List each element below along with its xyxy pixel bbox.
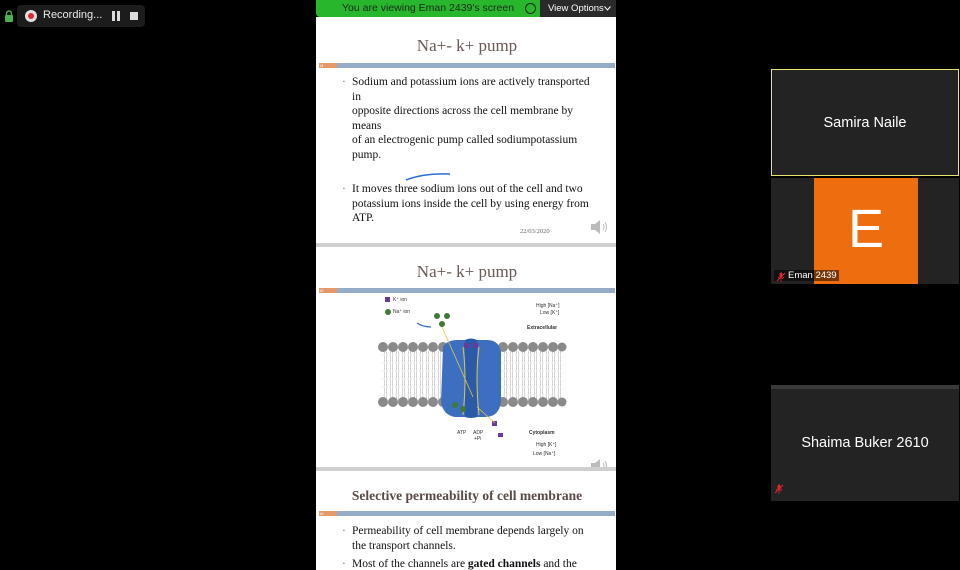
pause-recording-button[interactable] <box>112 11 121 21</box>
k-ion-legend: K⁺ ion <box>393 297 408 303</box>
cytoplasm-label: Cytoplasm <box>529 430 555 436</box>
title-strip: 14 <box>319 63 615 68</box>
participant-name-tag: Eman 2439 <box>774 270 839 281</box>
slide-title: Na+- k+ pump <box>416 262 518 281</box>
stop-recording-button[interactable] <box>130 12 138 20</box>
title-strip: 16 <box>319 511 615 516</box>
extracellular-label: Extracellular <box>527 325 558 331</box>
bullet-1: · Permeability of cell membrane depends largely on the transport channels. <box>352 524 612 553</box>
slide-16 <box>319 471 615 570</box>
slide-title: Selective permeability of cell membrane <box>351 488 583 503</box>
recording-label: Recording... <box>43 9 103 21</box>
k-ion-legend-swatch <box>385 297 390 302</box>
slide-date: 22/03/2020 <box>520 228 550 235</box>
speaker-icon[interactable] <box>589 218 609 236</box>
participant-name: Shaima Buker 2610 <box>801 435 929 451</box>
low-na-label: Low [Na⁺] <box>533 451 556 457</box>
lock-icon <box>4 10 14 22</box>
participant-tile-eman[interactable] <box>771 178 959 284</box>
participant-tile-samira[interactable] <box>771 69 959 176</box>
chevron-down-icon <box>604 6 611 11</box>
view-options-button[interactable] <box>540 0 616 17</box>
high-na-label: High [Na⁺] <box>536 303 560 309</box>
low-k-label: Low [K⁺] <box>540 310 560 316</box>
shared-screen <box>316 17 616 570</box>
adp-label: ADP <box>473 430 484 436</box>
title-strip: 15 <box>319 288 615 293</box>
slide-14 <box>319 17 615 243</box>
bullet-2: · Most of the channels are gated channels and the <box>352 557 612 570</box>
avatar <box>814 178 918 284</box>
muted-mic-icon <box>774 484 784 494</box>
membrane-diagram <box>377 307 567 437</box>
banner-text: You are viewing Eman 2439's screen <box>342 2 515 14</box>
recording-indicator <box>17 5 145 27</box>
pi-label: +Pi <box>474 436 482 442</box>
view-options-label: View Options <box>548 3 604 14</box>
record-icon <box>25 10 37 22</box>
atp-label: ATP <box>457 430 467 436</box>
avatar-letter: E <box>847 199 885 259</box>
status-circle-icon <box>525 3 536 14</box>
bullet-2: · It moves three sodium ions out of the cell and two potassium ions inside the cell by using energy from ATP. <box>352 182 607 226</box>
muted-mic-icon <box>776 272 786 282</box>
slide-title: Na+- k+ pump <box>416 36 518 55</box>
na-ion-legend: Na⁺ ion <box>393 309 411 315</box>
participant-tile-shaima[interactable] <box>771 385 959 501</box>
participant-name: Samira Naile <box>823 115 907 131</box>
slide-15 <box>319 247 615 467</box>
bullet-1: · Sodium and potassium ions are actively transported in opposite directions across the cell membrane by means of an electrogenic pump called sodiumpotassium pump. <box>352 75 607 162</box>
high-k-label: High [K⁺] <box>536 442 557 448</box>
